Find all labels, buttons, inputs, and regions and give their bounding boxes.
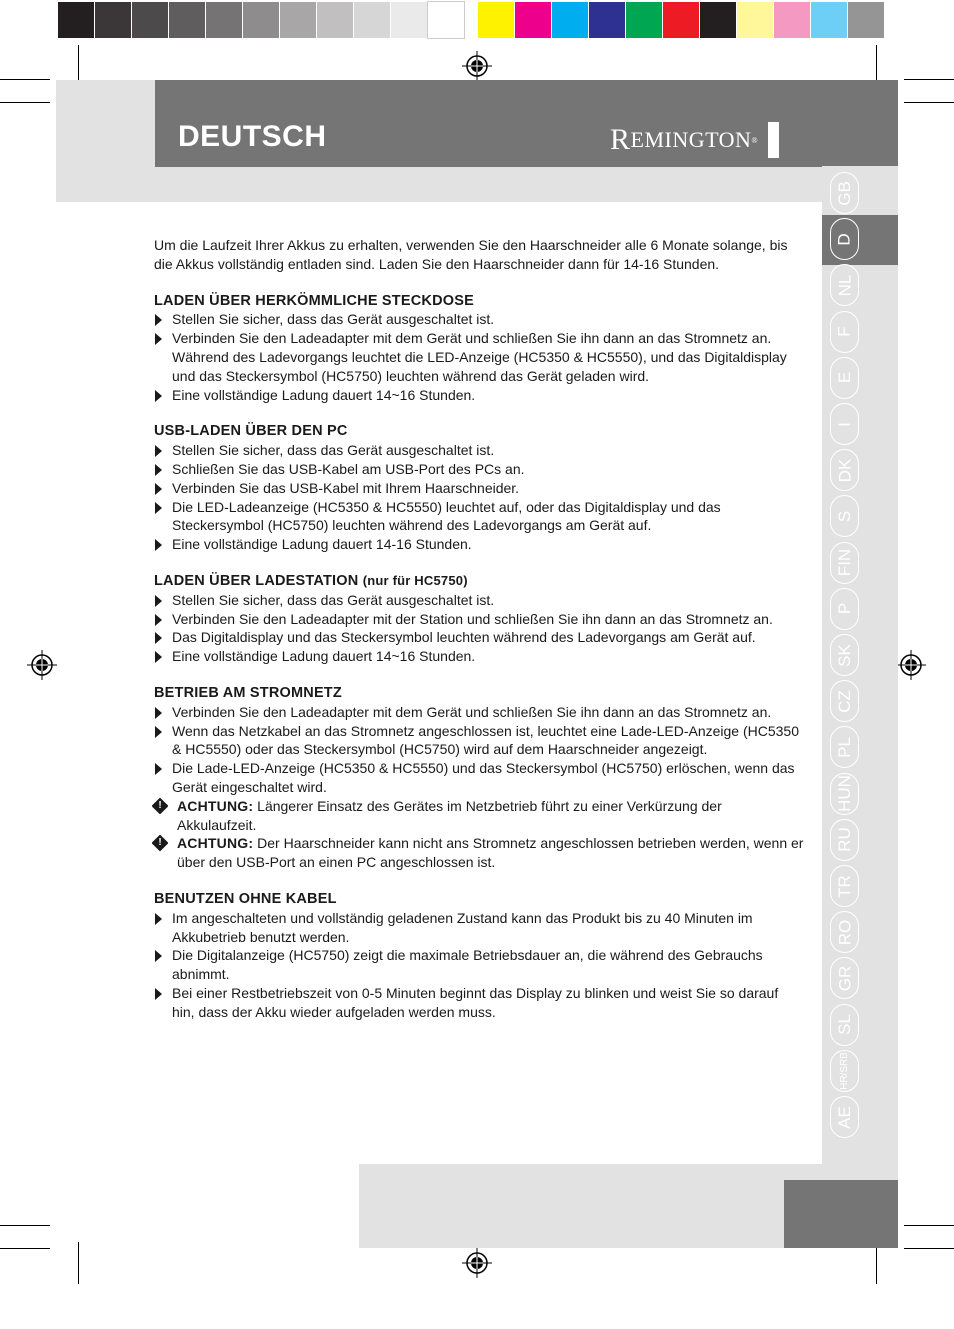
- language-tab-ru[interactable]: RU: [830, 819, 859, 861]
- language-tab-p[interactable]: P: [830, 588, 859, 630]
- list-item: Die Lade-LED-Anzeige (HC5350 & HC5550) und das Steckersymbol (HC5750) erlöschen, wenn das Gerät eingeschaltet wird.: [154, 759, 804, 797]
- brand-logo: R EMINGTON ®: [610, 122, 779, 158]
- language-tab-cz[interactable]: CZ: [830, 680, 859, 722]
- list-item: Eine vollständige Ladung dauert 14~16 Stunden.: [154, 386, 804, 405]
- crop-mark: [904, 102, 954, 103]
- color-calibration-bar: [58, 2, 885, 38]
- color-swatch: [552, 2, 588, 38]
- color-swatch: [169, 2, 205, 38]
- crop-mark: [0, 102, 50, 103]
- language-tab-gb[interactable]: GB: [830, 172, 859, 214]
- section-heading: USB-LADEN ÜBER DEN PC: [154, 423, 348, 440]
- list-item: Eine vollständige Ladung dauert 14-16 Stunden.: [154, 535, 804, 554]
- color-swatch: [737, 2, 773, 38]
- registration-mark-icon: [896, 650, 926, 680]
- color-swatch: [811, 2, 847, 38]
- crop-mark: [0, 1225, 50, 1226]
- brand-block: [768, 122, 779, 158]
- warning-label: ACHTUNG:: [177, 797, 254, 814]
- bullet-list: [154, 310, 804, 404]
- warning-item: [154, 834, 804, 872]
- list-item: Bei einer Restbetriebszeit von 0-5 Minuten beginnt das Display zu blinken und weist Sie so darauf hin, dass der Akku wieder aufgeladen werden muss.: [154, 984, 804, 1022]
- intro-paragraph: Um die Laufzeit Ihrer Akkus zu erhalten, verwenden Sie den Haarschneider alle 6 Monate solange, bis die Akkus vollständig entladen sind. Laden Sie den Haarschneider dann für 14-16 Stunden.: [154, 237, 788, 272]
- section-heading: BENUTZEN OHNE KABEL: [154, 890, 337, 907]
- color-swatch: [280, 2, 316, 38]
- registration-mark-icon: [462, 51, 492, 81]
- list-item: Die LED-Ladeanzeige (HC5350 & HC5550) leuchtet auf, oder das Digitaldisplay und das Steckersymbol (HC5750) leuchten während des Ladevorgangs am Gerät auf.: [154, 498, 804, 536]
- warning-icon: !: [152, 797, 169, 814]
- page-title: DEUTSCH: [178, 120, 327, 153]
- swatch-gap: [465, 2, 478, 38]
- list-item: Verbinden Sie das USB-Kabel mit Ihrem Haarschneider.: [154, 479, 804, 498]
- section-heading: BETRIEB AM STROMNETZ: [154, 684, 342, 701]
- list-item: Stellen Sie sicher, dass das Gerät ausgeschaltet ist.: [154, 591, 804, 610]
- list-item: Schließen Sie das USB-Kabel am USB-Port des PCs an.: [154, 460, 804, 479]
- list-item: Verbinden Sie den Ladeadapter mit dem Gerät und schließen Sie ihn dann an das Stromnetz an.: [154, 703, 804, 722]
- color-swatch: [391, 2, 427, 38]
- color-swatch: [700, 2, 736, 38]
- section-heading: LADEN ÜBER HERKÖMMLICHE STECKDOSE: [154, 292, 474, 309]
- color-swatch: [58, 2, 94, 38]
- list-item: Das Digitaldisplay und das Steckersymbol leuchten während des Ladevorgangs am Gerät auf.: [154, 628, 804, 647]
- warning-text: Der Haarschneider kann nicht ans Stromnetz angeschlossen betrieben werden, wenn er über den USB-Port an einen PC angeschlossen ist.: [177, 835, 804, 871]
- crop-mark: [78, 1242, 79, 1284]
- bullet-list: [154, 591, 804, 666]
- list-item: Eine vollständige Ladung dauert 14~16 Stunden.: [154, 647, 804, 666]
- color-swatch: [354, 2, 390, 38]
- language-tab-ro[interactable]: RO: [830, 911, 859, 953]
- color-swatch: [317, 2, 353, 38]
- language-tab-tr[interactable]: TR: [830, 865, 859, 907]
- language-tab-dk[interactable]: DK: [830, 449, 859, 491]
- color-swatch: [663, 2, 699, 38]
- color-swatch: [848, 2, 884, 38]
- color-swatch: [428, 2, 464, 38]
- crop-mark: [0, 1248, 50, 1249]
- list-item: Verbinden Sie den Ladeadapter mit dem Gerät und schließen Sie ihn dann an das Stromnetz an. Während des Ladevorgangs leuchtet die LED-Anzeige (HC5350 & HC5550), und das Digitaldisplay und das Steckersymbol (HC5750) leuchten während das Gerät geladen wird.: [154, 329, 804, 385]
- bullet-list: [154, 703, 804, 872]
- language-tab-f[interactable]: F: [830, 311, 859, 353]
- main-content: [154, 236, 804, 1021]
- color-swatch: [515, 2, 551, 38]
- color-swatch: [206, 2, 242, 38]
- language-tab-hr-srb[interactable]: HR/SRB: [830, 1050, 859, 1092]
- color-swatch: [478, 2, 514, 38]
- section-heading: LADEN ÜBER LADESTATION (nur für HC5750): [154, 572, 468, 589]
- crop-mark: [904, 1248, 954, 1249]
- bullet-list: [154, 909, 804, 1022]
- warning-item: [154, 797, 804, 835]
- color-swatch: [774, 2, 810, 38]
- language-tab-d[interactable]: D: [830, 218, 859, 260]
- language-tab-sk[interactable]: SK: [830, 634, 859, 676]
- bullet-list: [154, 441, 804, 554]
- crop-mark: [904, 1225, 954, 1226]
- language-tab-nl[interactable]: NL: [830, 264, 859, 306]
- color-swatch: [95, 2, 131, 38]
- list-item: Wenn das Netzkabel an das Stromnetz angeschlossen ist, leuchtet eine Lade-LED-Anzeige (HC5350 & HC5550) oder das Steckersymbol (HC5750) wird auf dem Haarschneider angezeigt.: [154, 722, 804, 760]
- color-swatch: [243, 2, 279, 38]
- list-item: Stellen Sie sicher, dass das Gerät ausgeschaltet ist.: [154, 310, 804, 329]
- crop-mark: [876, 1242, 877, 1284]
- language-tab-fin[interactable]: FIN: [830, 542, 859, 584]
- color-swatch: [589, 2, 625, 38]
- list-item: Verbinden Sie den Ladeadapter mit der Station und schließen Sie ihn dann an das Stromnetz an.: [154, 610, 804, 629]
- sections: [154, 292, 804, 1022]
- page-number-box: [784, 1180, 898, 1248]
- list-item: Die Digitalanzeige (HC5750) zeigt die maximale Betriebsdauer an, die während des Gebrauchs abnimmt.: [154, 946, 804, 984]
- language-tab-hun[interactable]: HUN: [830, 773, 859, 815]
- list-item: Stellen Sie sicher, dass das Gerät ausgeschaltet ist.: [154, 441, 804, 460]
- warning-icon: !: [152, 835, 169, 852]
- crop-mark: [904, 79, 954, 80]
- language-tab-sl[interactable]: SL: [830, 1004, 859, 1046]
- registration-mark-icon: [462, 1248, 492, 1278]
- list-item: Im angeschalteten und vollständig geladenen Zustand kann das Produkt bis zu 40 Minuten im Akkubetrieb benutzt werden.: [154, 909, 804, 947]
- color-swatch: [626, 2, 662, 38]
- warning-label: ACHTUNG:: [177, 835, 254, 852]
- language-tab-s[interactable]: S: [830, 495, 859, 537]
- language-tab-ae[interactable]: AE: [830, 1096, 859, 1138]
- language-tab-e[interactable]: E: [830, 357, 859, 399]
- language-tab-gr[interactable]: GR: [830, 957, 859, 999]
- warning-text: Längerer Einsatz des Gerätes im Netzbetrieb führt zu einer Verkürzung der Akkulaufzeit.: [177, 797, 722, 833]
- color-swatch: [132, 2, 168, 38]
- registration-mark-icon: [27, 650, 57, 680]
- language-tab-pl[interactable]: PL: [830, 726, 859, 768]
- crop-mark: [0, 79, 50, 80]
- language-tab-i[interactable]: I: [830, 403, 859, 445]
